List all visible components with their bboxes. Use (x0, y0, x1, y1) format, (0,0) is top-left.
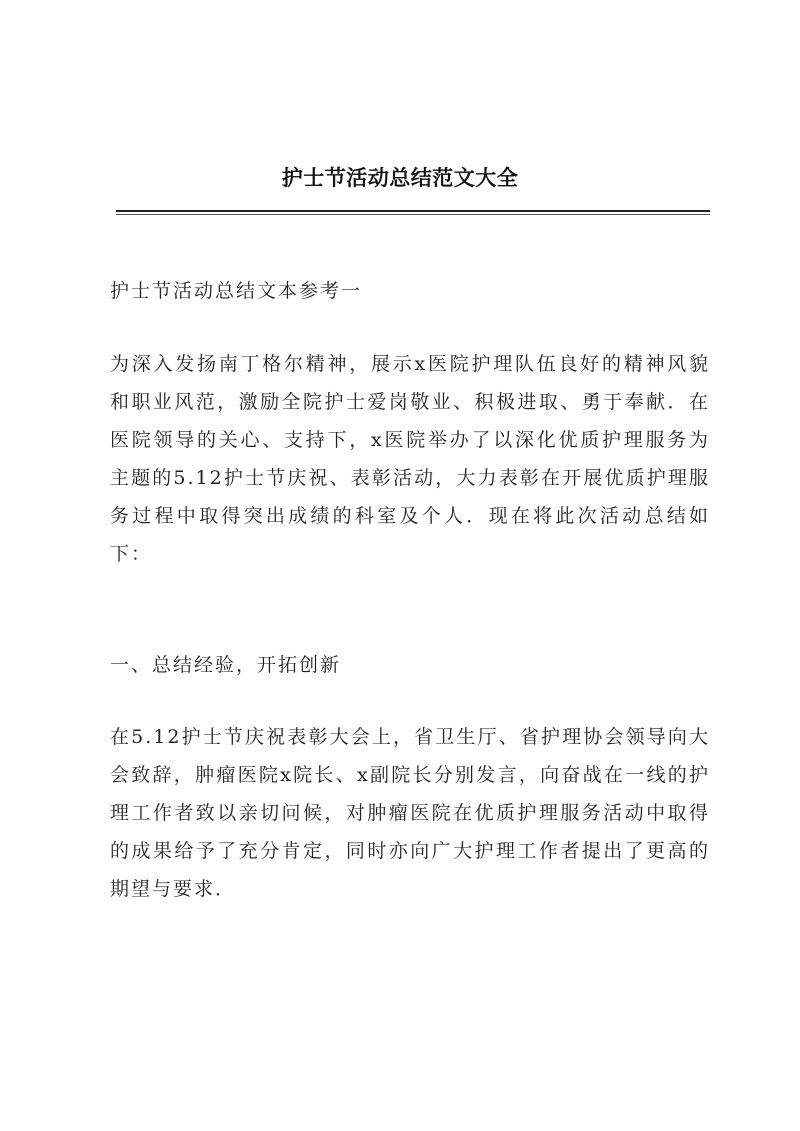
section-heading: 护士节活动总结文本参考一 (110, 280, 363, 302)
paragraph-ceremony: 在5.12护士节庆祝表彰大会上，省卫生厅、省护理协会领导向大会致辞，肿瘤医院x院长、x副院长分别发言，向奋战在一线的护理工作者致以亲切问候，对肿瘤医院在优质护理服务活动中取得的成果给予了充分肯定，同时亦向广大护理工作者提出了更高的期望与要求． (110, 726, 710, 900)
title-divider (116, 210, 710, 212)
paragraph-intro: 为深入发扬南丁格尔精神，展示x医院护理队伍良好的精神风貌和职业风范，激励全院护士爱岗敬业、积极进取、勇于奉献．在医院领导的关心、支持下，x医院举办了以深化优质护理服务为主题的5.12护士节庆祝、表彰活动，大力表彰在开展优质护理服务过程中取得突出成绩的科室及个人．现在将此次活动总结如下： (110, 353, 710, 565)
document-title: 护士节活动总结范文大全 (281, 166, 519, 190)
title-divider-thin (116, 214, 710, 215)
subheading-summary: 一、总结经验，开拓创新 (110, 654, 342, 676)
